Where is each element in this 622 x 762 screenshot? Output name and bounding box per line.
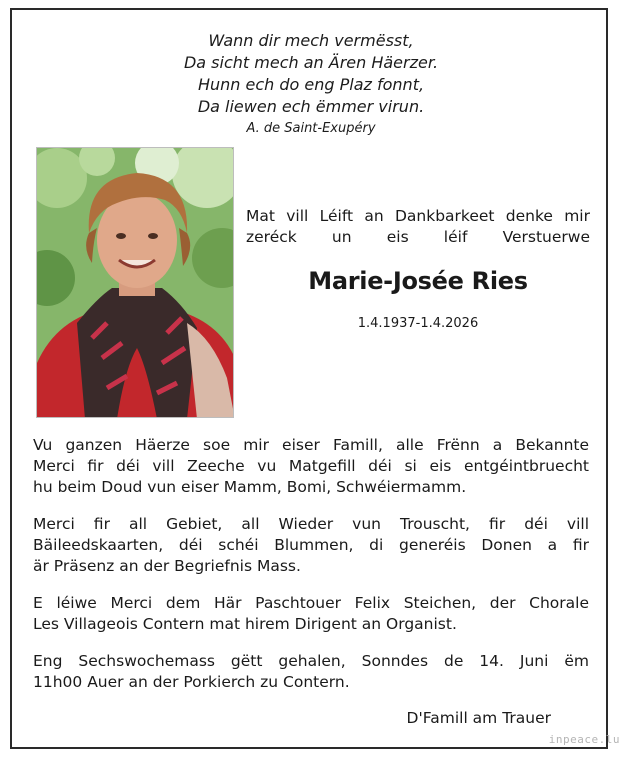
poem-line: Da liewen ech ëmmer virun.	[197, 97, 425, 116]
text-line: är Präsenz an der Begriefnis Mass.	[33, 557, 301, 575]
text-line: 11h00 Auer an der Porkierch zu Contern.	[33, 673, 350, 691]
poem-line: Wann dir mech vermësst,	[208, 31, 414, 50]
text-line: Les Villageois Contern mat hirem Dirigent an Organist.	[33, 615, 457, 633]
text-line: Vu ganzen Häerze soe mir eiser Famill, alle Frënn a Bekannte	[33, 436, 589, 454]
text-line: hu beim Doud vun eiser Mamm, Bomi, Schwéiermamm.	[33, 478, 467, 496]
text-line: E léiwe Merci dem Här Paschtouer Felix Steichen, der Chorale	[33, 594, 589, 612]
text-line: Bäileedskaarten, déi schéi Blummen, di generéis Donen a fir	[33, 536, 589, 554]
deceased-name: Marie-Josée Ries	[308, 267, 528, 295]
notice-frame	[10, 8, 608, 749]
mass-paragraph	[33, 651, 589, 693]
text-line: Merci fir all Gebiet, all Wieder vun Trouscht, fir déi vill	[33, 515, 589, 533]
portrait-photo	[36, 147, 234, 418]
intro-text: Mat vill Léift an Dankbarkeet denke mir zeréck un eis léif Verstuerwe	[246, 207, 590, 246]
thanks-paragraph	[33, 435, 589, 498]
text-line: Merci fir déi vill Zeeche vu Matgefill déi si eis entgéintbruecht	[33, 457, 589, 475]
poem-author: A. de Saint-Exupéry	[246, 121, 376, 136]
thanks-paragraph	[33, 514, 589, 577]
poem-block	[12, 30, 610, 139]
thanks-paragraph	[33, 593, 589, 635]
family-signature: D'Famill am Trauer	[406, 709, 551, 727]
site-watermark: inpeace.lu	[548, 733, 620, 746]
poem-line: Da sicht mech an Ären Häerzer.	[183, 53, 439, 72]
poem-line: Hunn ech do eng Plaz fonnt,	[197, 75, 425, 94]
text-line: Eng Sechswochemass gëtt gehalen, Sonndes de 14. Juni ëm	[33, 652, 589, 670]
life-dates: 1.4.1937-1.4.2026	[357, 316, 479, 331]
